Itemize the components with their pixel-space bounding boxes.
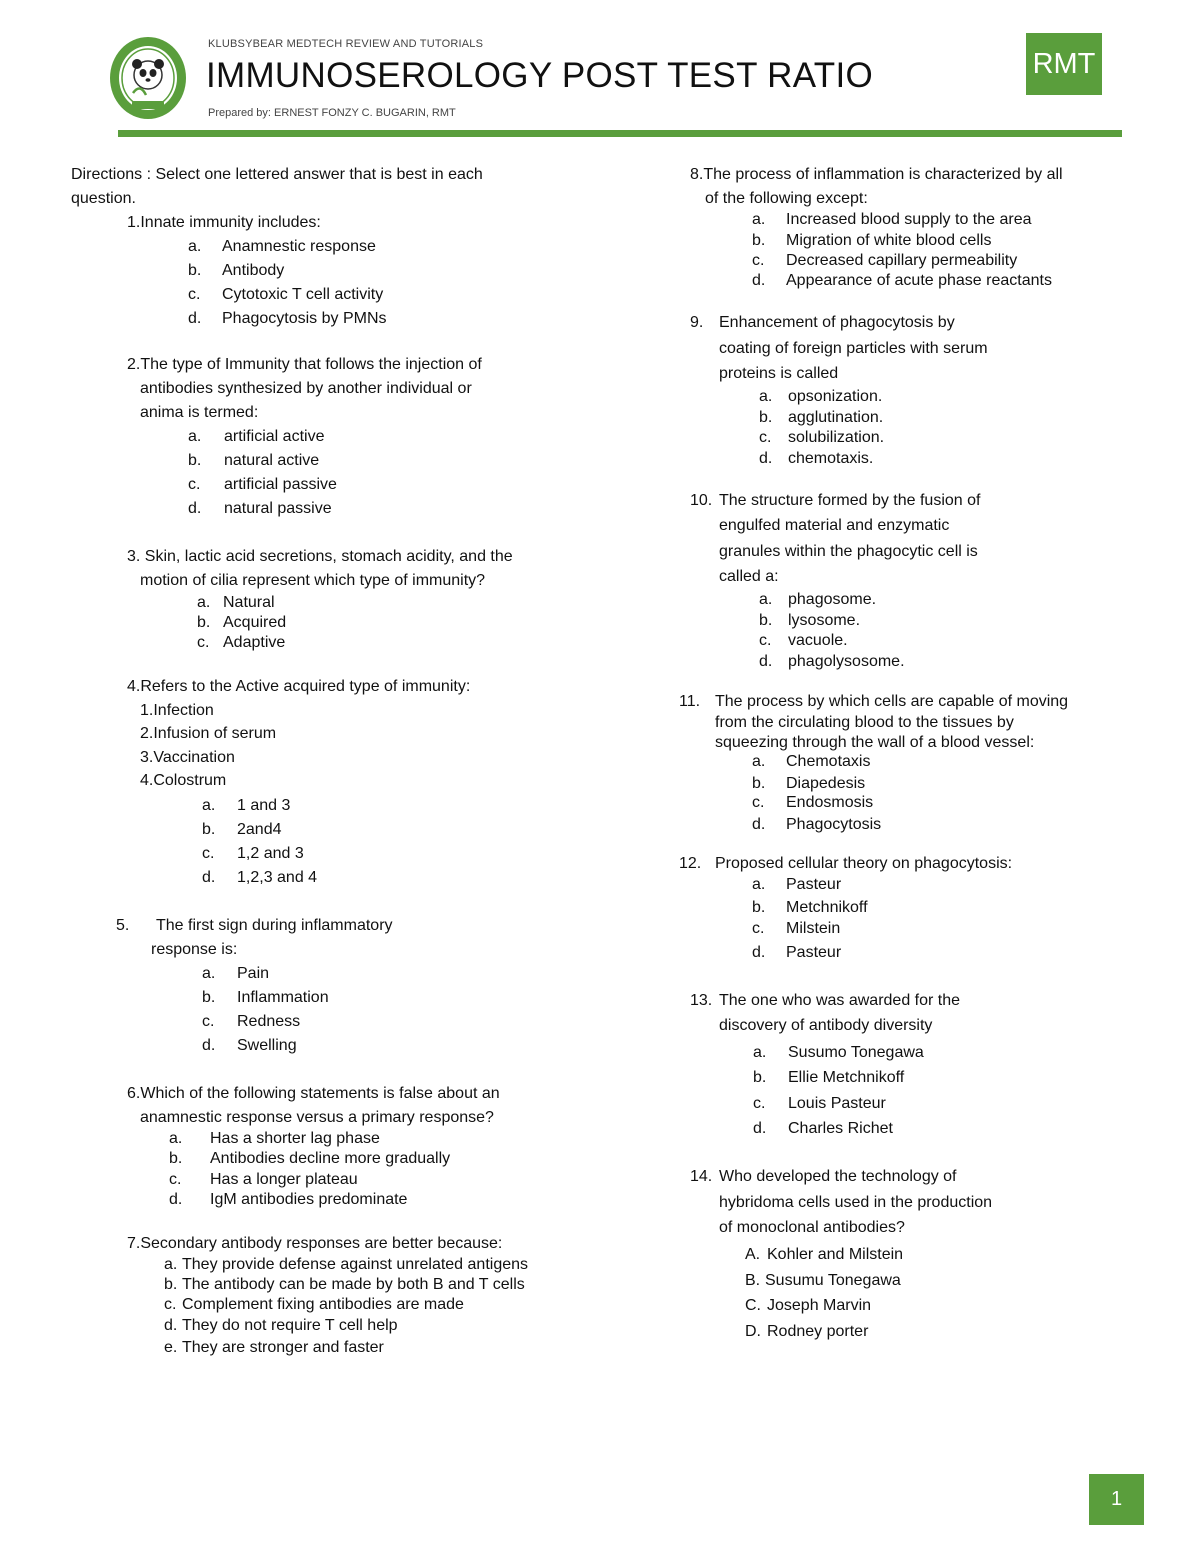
q6-choice-text: IgM antibodies predominate (210, 1191, 408, 1208)
q7-choice-text: The antibody can be made by both B and T cells (182, 1276, 525, 1293)
q4-option: 1.Infection (140, 702, 214, 719)
q10-choice-letter: d. (759, 653, 773, 670)
q5-choice-text: Redness (237, 1013, 301, 1030)
question-8-stem: of the following except: (705, 190, 868, 207)
q5-choice-text: Inflammation (237, 989, 329, 1006)
q8-choice-letter: a. (752, 211, 766, 228)
question-13-stem: The one who was awarded for the (719, 992, 961, 1009)
q6-choice-letter: d. (169, 1191, 183, 1208)
q8-choice-letter: d. (752, 272, 766, 289)
q4-choice-text: 2and4 (237, 821, 282, 838)
q6-choice-text: Has a shorter lag phase (210, 1130, 380, 1147)
question-10-number: 10. (690, 492, 713, 509)
q3-choice-letter: b. (197, 614, 211, 631)
q4-choice-text: 1,2,3 and 4 (237, 869, 318, 886)
q6-choice-letter: c. (169, 1171, 182, 1188)
q4-choice-letter: c. (202, 845, 215, 862)
directions-line-2: question. (71, 190, 136, 207)
question-1-stem: 1.Innate immunity includes: (127, 214, 321, 231)
q7-choice-text: They provide defense against unrelated antigens (182, 1256, 529, 1273)
q13-choice-text: Louis Pasteur (788, 1095, 886, 1112)
question-9-stem: proteins is called (719, 365, 839, 382)
q11-choice-text: Chemotaxis (786, 753, 871, 770)
q9-choice-text: chemotaxis. (788, 450, 874, 467)
question-9-stem: Enhancement of phagocytosis by (719, 314, 955, 331)
q2-choice-text: natural active (224, 452, 320, 469)
q2-choice-text: natural passive (224, 500, 332, 517)
question-10-stem: engulfed material and enzymatic (719, 517, 950, 534)
q10-choice-text: phagosome. (788, 591, 877, 608)
q12-choice-text: Milstein (786, 920, 841, 937)
question-6-stem: anamnestic response versus a primary response? (140, 1109, 494, 1126)
q12-choice-letter: a. (752, 876, 766, 893)
q4-choice-text: 1,2 and 3 (237, 845, 304, 862)
q7-choice-text: They are stronger and faster (182, 1339, 384, 1356)
question-3-stem: 3. Skin, lactic acid secretions, stomach acidity, and the (127, 548, 513, 565)
question-14-stem: of monoclonal antibodies? (719, 1219, 905, 1236)
q2-choice-letter: d. (188, 500, 202, 517)
q4-choice-letter: b. (202, 821, 216, 838)
question-5-number: 5. (116, 917, 130, 934)
q11-choice-letter: a. (752, 753, 766, 770)
q10-choice-text: phagolysosome. (788, 653, 905, 670)
question-14-stem: Who developed the technology of (719, 1168, 957, 1185)
q9-choice-text: opsonization. (788, 388, 883, 405)
q10-choice-letter: b. (759, 612, 773, 629)
q3-choice-text: Acquired (223, 614, 287, 631)
q1-choice-text: Anamnestic response (222, 238, 376, 255)
question-13-stem: discovery of antibody diversity (719, 1017, 933, 1034)
q8-choice-text: Migration of white blood cells (786, 232, 992, 249)
q12-choice-letter: b. (752, 899, 766, 916)
q7-choice-letter: d. (164, 1317, 178, 1334)
q1-choice-text: Cytotoxic T cell activity (222, 286, 384, 303)
q5-choice-text: Pain (237, 965, 270, 982)
q5-choice-letter: a. (202, 965, 216, 982)
q1-choice-text: Phagocytosis by PMNs (222, 310, 387, 327)
q4-option: 4.Colostrum (140, 772, 227, 789)
q1-choice-letter: c. (188, 286, 201, 303)
question-6-stem: 6.Which of the following statements is false about an (127, 1085, 500, 1102)
question-12-number: 12. (679, 855, 702, 872)
question-2-stem: antibodies synthesized by another individual or (140, 380, 472, 397)
q1-choice-letter: d. (188, 310, 202, 327)
q14-choice-letter: C. (745, 1297, 761, 1314)
q8-choice-letter: b. (752, 232, 766, 249)
question-7-stem: 7.Secondary antibody responses are better because: (127, 1235, 503, 1252)
q12-choice-text: Metchnikoff (786, 899, 868, 916)
q14-choice-letter: B. (745, 1272, 761, 1289)
question-4-stem: 4.Refers to the Active acquired type of immunity: (127, 678, 471, 695)
q3-choice-text: Natural (223, 594, 275, 611)
q7-choice-letter: c. (164, 1296, 177, 1313)
prepared-by: Prepared by: ERNEST FONZY C. BUGARIN, RMT (208, 107, 456, 119)
question-8-stem: 8.The process of inflammation is characterized by all (690, 166, 1063, 183)
q14-choice-letter: D. (745, 1323, 761, 1340)
q6-choice-text: Has a longer plateau (210, 1171, 358, 1188)
q12-choice-letter: c. (752, 920, 765, 937)
question-10-stem: granules within the phagocytic cell is (719, 543, 978, 560)
q3-choice-text: Adaptive (223, 634, 286, 651)
directions-line-1: Directions : Select one lettered answer that is best in each (71, 166, 483, 183)
q8-choice-letter: c. (752, 252, 765, 269)
q13-choice-text: Ellie Metchnikoff (788, 1069, 905, 1086)
q5-choice-text: Swelling (237, 1037, 297, 1054)
q10-choice-text: vacuole. (788, 632, 848, 649)
q10-choice-letter: a. (759, 591, 773, 608)
q3-choice-letter: c. (197, 634, 210, 651)
header-divider (118, 130, 1122, 137)
page-title: IMMUNOSEROLOGY POST TEST RATIO (206, 56, 873, 95)
q7-choice-letter: e. (164, 1339, 178, 1356)
q5-choice-letter: c. (202, 1013, 215, 1030)
q8-choice-text: Decreased capillary permeability (786, 252, 1018, 269)
q7-choice-letter: b. (164, 1276, 178, 1293)
q8-choice-text: Increased blood supply to the area (786, 211, 1032, 228)
q4-choice-text: 1 and 3 (237, 797, 291, 814)
question-12-stem: Proposed cellular theory on phagocytosis: (715, 855, 1013, 872)
q14-choice-text: Kohler and Milstein (767, 1246, 904, 1263)
rmt-badge: RMT (1026, 33, 1102, 95)
q14-choice-letter: A. (745, 1246, 761, 1263)
question-10-stem: called a: (719, 568, 779, 585)
q11-choice-text: Diapedesis (786, 775, 866, 792)
question-10-stem: The structure formed by the fusion of (719, 492, 981, 509)
q7-choice-text: They do not require T cell help (182, 1317, 398, 1334)
q13-choice-letter: b. (753, 1069, 767, 1086)
q7-choice-letter: a. (164, 1256, 178, 1273)
question-3-stem: motion of cilia represent which type of immunity? (140, 572, 486, 589)
q13-choice-text: Charles Richet (788, 1120, 893, 1137)
q9-choice-text: agglutination. (788, 409, 884, 426)
q8-choice-text: Appearance of acute phase reactants (786, 272, 1052, 289)
question-2-stem: anima is termed: (140, 404, 259, 421)
question-11-stem: The process by which cells are capable of moving (715, 693, 1069, 710)
question-2-stem: 2.The type of Immunity that follows the injection of (127, 356, 482, 373)
question-14-number: 14. (690, 1168, 713, 1185)
question-5-stem: The first sign during inflammatory (156, 917, 393, 934)
question-13-number: 13. (690, 992, 713, 1009)
q13-choice-letter: a. (753, 1044, 767, 1061)
q2-choice-text: artificial passive (224, 476, 337, 493)
q13-choice-letter: c. (753, 1095, 766, 1112)
question-14-stem: hybridoma cells used in the production (719, 1194, 993, 1211)
q6-choice-letter: b. (169, 1150, 183, 1167)
q12-choice-text: Pasteur (786, 944, 842, 961)
q12-choice-text: Pasteur (786, 876, 842, 893)
q4-option: 2.Infusion of serum (140, 725, 277, 742)
q1-choice-letter: a. (188, 238, 202, 255)
q13-choice-letter: d. (753, 1120, 767, 1137)
q9-choice-letter: d. (759, 450, 773, 467)
q11-choice-letter: c. (752, 794, 765, 811)
q13-choice-text: Susumo Tonegawa (788, 1044, 924, 1061)
q7-choice-text: Complement fixing antibodies are made (182, 1296, 464, 1313)
q9-choice-letter: c. (759, 429, 772, 446)
q12-choice-letter: d. (752, 944, 766, 961)
q1-choice-text: Antibody (222, 262, 285, 279)
q11-choice-text: Endosmosis (786, 794, 874, 811)
q6-choice-text: Antibodies decline more gradually (210, 1150, 451, 1167)
org-name: KLUBSYBEAR MEDTECH REVIEW AND TUTORIALS (208, 38, 484, 50)
q2-choice-text: artificial active (224, 428, 325, 445)
q14-choice-text: Susumu Tonegawa (765, 1272, 901, 1289)
q2-choice-letter: c. (188, 476, 201, 493)
question-11-number: 11. (679, 693, 701, 710)
page-number: 1 (1089, 1474, 1144, 1525)
q9-choice-letter: a. (759, 388, 773, 405)
q2-choice-letter: a. (188, 428, 202, 445)
q3-choice-letter: a. (197, 594, 211, 611)
q5-choice-letter: d. (202, 1037, 216, 1054)
q9-choice-letter: b. (759, 409, 773, 426)
q11-choice-text: Phagocytosis (786, 816, 882, 833)
question-11-stem: squeezing through the wall of a blood vessel: (715, 734, 1035, 751)
q2-choice-letter: b. (188, 452, 202, 469)
q4-choice-letter: a. (202, 797, 216, 814)
q9-choice-text: solubilization. (788, 429, 885, 446)
question-9-stem: coating of foreign particles with serum (719, 340, 988, 357)
q10-choice-text: lysosome. (788, 612, 861, 629)
q14-choice-text: Joseph Marvin (767, 1297, 872, 1314)
q10-choice-letter: c. (759, 632, 772, 649)
q5-choice-letter: b. (202, 989, 216, 1006)
question-9-number: 9. (690, 314, 704, 331)
q11-choice-letter: d. (752, 816, 766, 833)
q6-choice-letter: a. (169, 1130, 183, 1147)
question-11-stem: from the circulating blood to the tissues by (715, 714, 1014, 731)
q1-choice-letter: b. (188, 262, 202, 279)
logo (108, 35, 188, 121)
question-5-stem: response is: (151, 941, 238, 958)
q4-choice-letter: d. (202, 869, 216, 886)
q14-choice-text: Rodney porter (767, 1323, 869, 1340)
q11-choice-letter: b. (752, 775, 766, 792)
q4-option: 3.Vaccination (140, 749, 235, 766)
